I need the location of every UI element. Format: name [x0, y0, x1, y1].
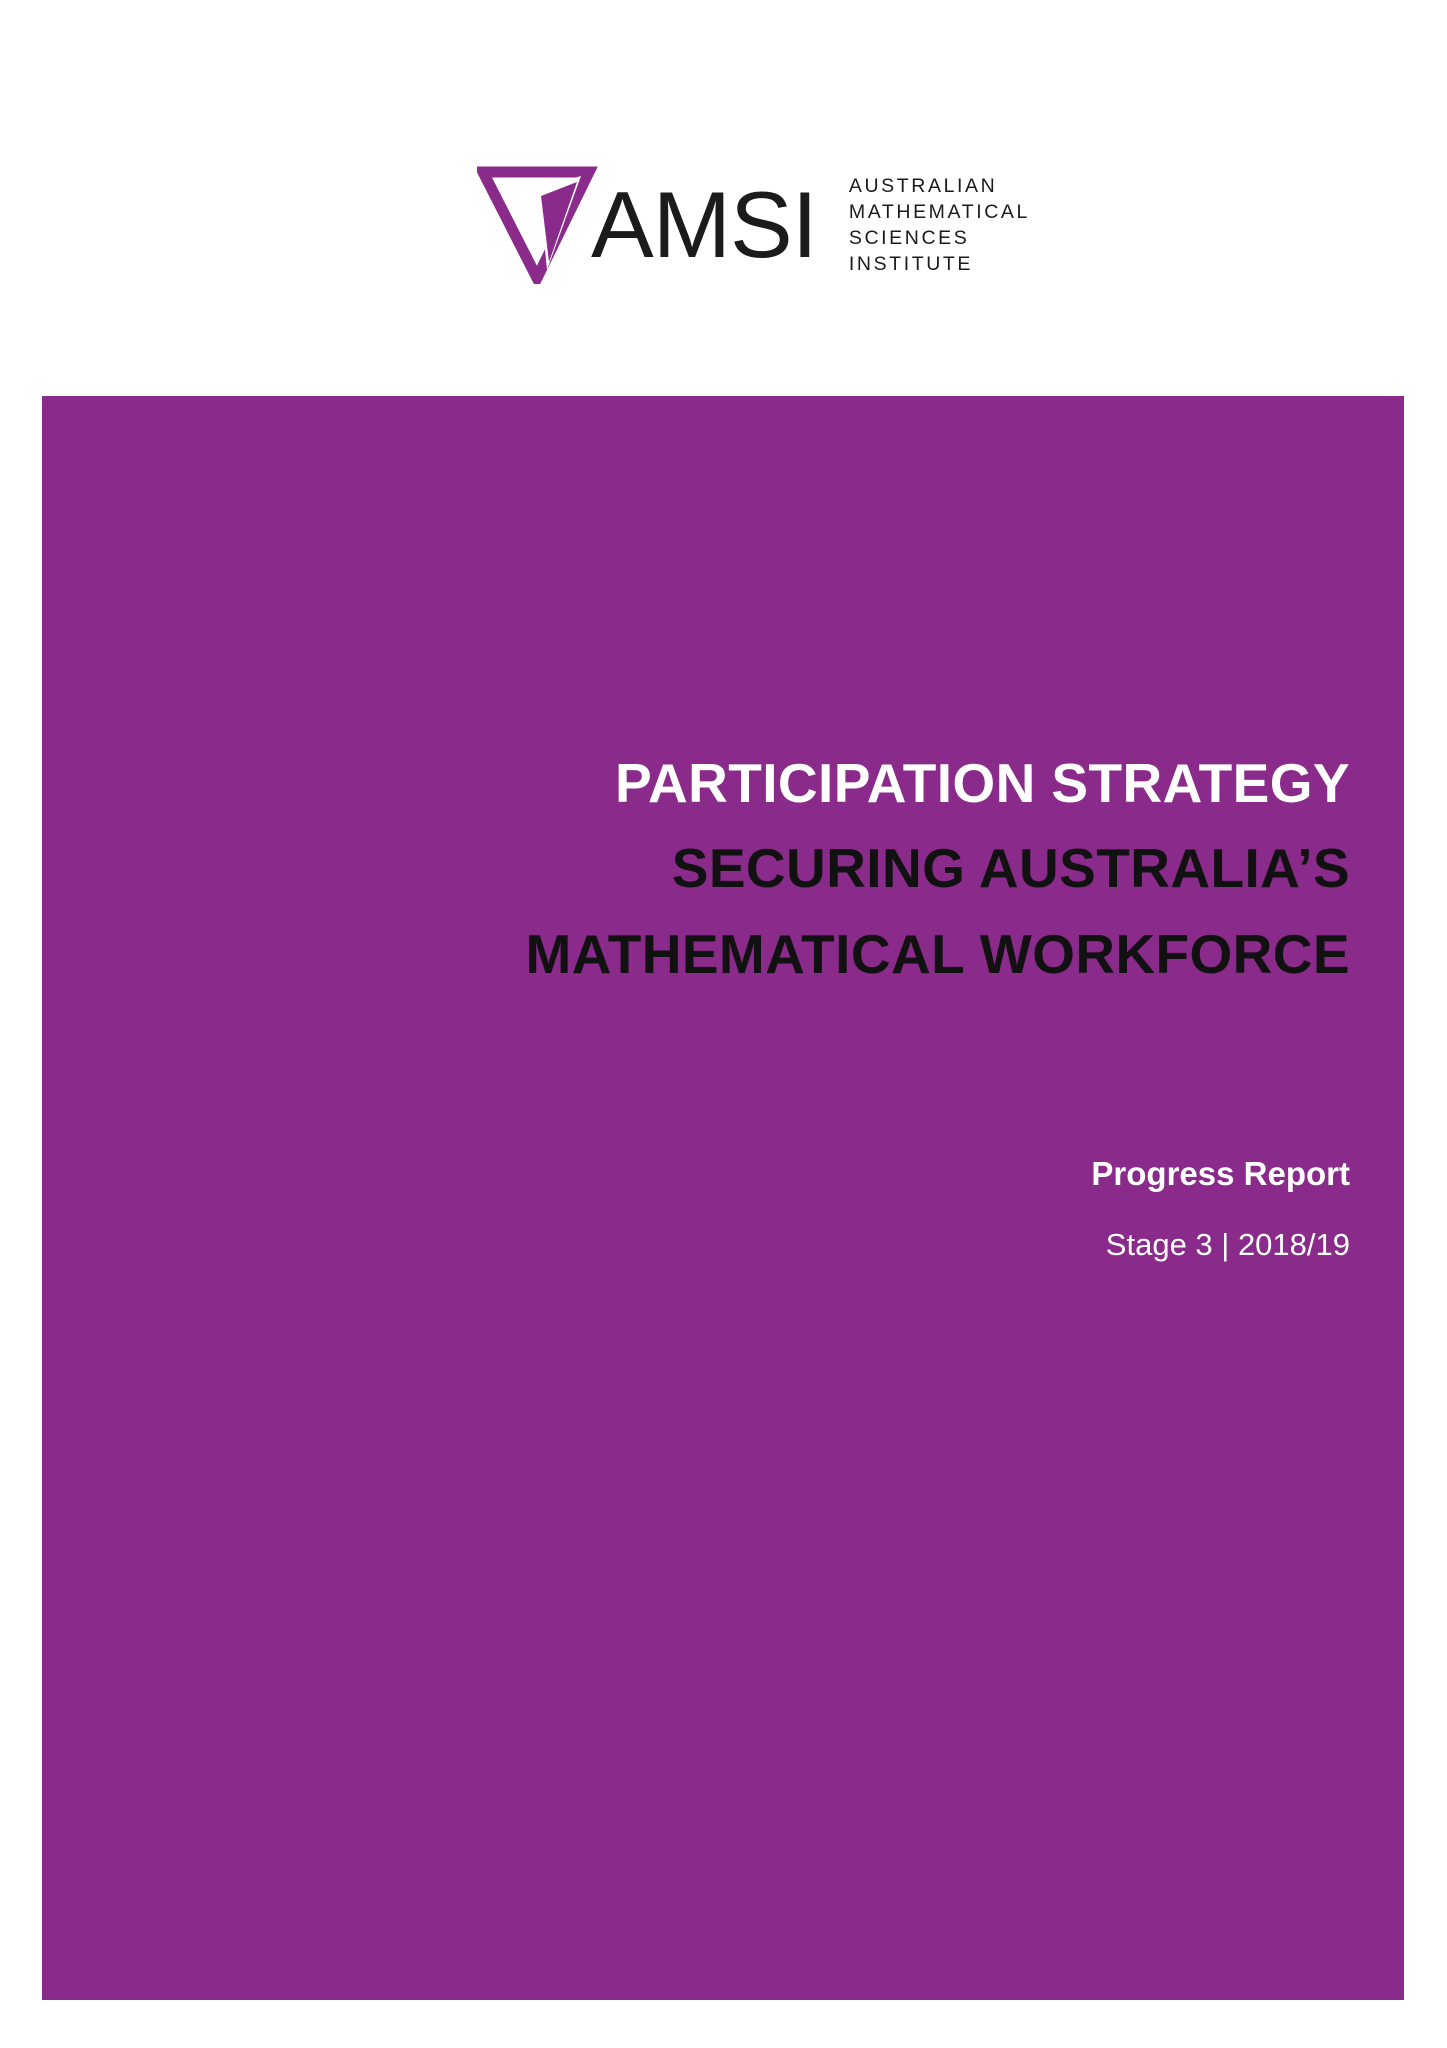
logo-header: [0, 150, 1447, 300]
cover-panel: [42, 396, 1404, 2000]
page-subtitle-line-2: MATHEMATICAL WORKFORCE: [525, 922, 1350, 985]
logo-org-line-1: AUSTRALIAN: [848, 174, 998, 197]
logo-lockup: [477, 166, 1030, 284]
logo-org-line-3: SCIENCES: [848, 227, 970, 249]
stage-label: Stage 3 | 2018/19: [1105, 1227, 1350, 1263]
page-subtitle-line-1: SECURING AUSTRALIA’S: [671, 837, 1350, 900]
cover-meta-block: [1091, 1151, 1350, 1267]
amsi-triangle-logo-icon: [477, 166, 607, 284]
logo-org-line-4: INSTITUTE: [848, 253, 974, 276]
document-type-label: Progress Report: [1091, 1155, 1350, 1192]
logo-org-line-2: MATHEMATICAL: [848, 200, 1030, 223]
logo-wordmark: AMSI: [591, 172, 817, 277]
logo-organisation-name: [849, 173, 1030, 278]
cover-title-block: [42, 741, 1350, 997]
page-title: PARTICIPATION STRATEGY: [615, 752, 1350, 814]
